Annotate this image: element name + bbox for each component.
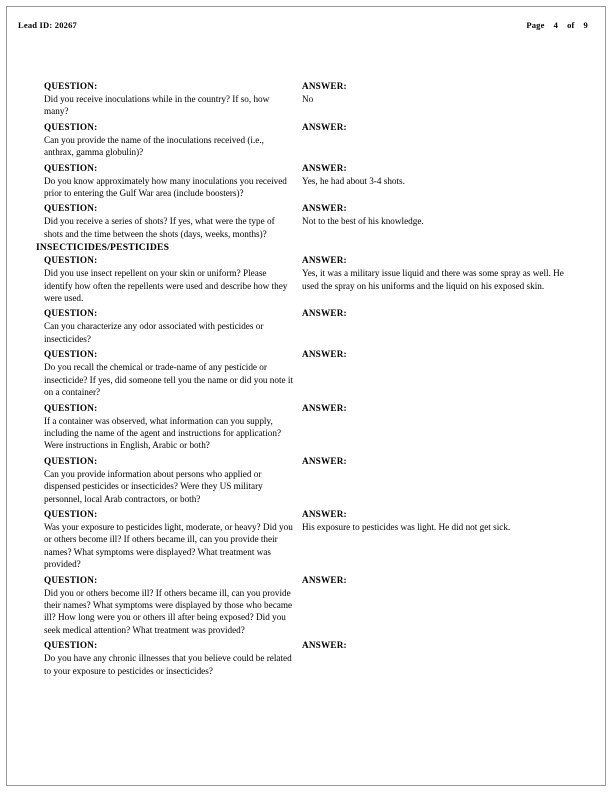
question-text: If a container was observed, what information can you supply, including the name of the agent and instructions for application? Were instructions in English, Arabic or both? (44, 415, 282, 451)
question-column (44, 202, 302, 240)
answer-label: ANSWER: (302, 255, 347, 266)
answer-label: ANSWER: (302, 203, 347, 214)
answer-label: ANSWER: (302, 455, 347, 466)
answer-label: ANSWER: (302, 640, 347, 651)
question-text: Was your exposure to pesticides light, moderate, or heavy? Did you or others become ill? If others became ill, can you provide their names? What symptoms were displayed? What treatment was provided? (44, 521, 293, 570)
qa-pair (44, 574, 574, 637)
question-text: Did you use insect repellent on your skin or uniform? Please identify how often the repellents were used and describe how they were used. (44, 268, 288, 304)
question-column (44, 508, 302, 571)
question-label: QUESTION: (44, 640, 98, 651)
page-of-word: of (567, 20, 575, 30)
answer-label: ANSWER: (302, 162, 347, 173)
qa-pair (44, 202, 574, 240)
question-column (44, 639, 302, 677)
lead-id: Lead ID: 20267 (18, 20, 77, 30)
question-label: QUESTION: (44, 203, 98, 214)
qa-pair (44, 639, 574, 677)
section-heading: INSECTICIDES/PESTICIDES (36, 242, 170, 254)
question-column (44, 307, 302, 345)
qa-pair (44, 80, 574, 118)
question-column (44, 254, 302, 304)
answer-label: ANSWER: (302, 349, 347, 360)
question-label: QUESTION: (44, 255, 98, 266)
question-text: Did you receive inoculations while in the country? If so, how many? (44, 94, 270, 117)
qa-pair (44, 455, 574, 505)
question-column (44, 574, 302, 637)
answer-label: ANSWER: (302, 508, 347, 519)
answer-label: ANSWER: (302, 308, 347, 319)
question-column (44, 455, 302, 505)
question-text: Can you characterize any odor associated with pesticides or insecticides? (44, 321, 264, 344)
qa-section (44, 254, 574, 677)
answer-column (302, 508, 574, 533)
answer-column (302, 348, 574, 361)
question-label: QUESTION: (44, 81, 98, 91)
answer-text: No (302, 94, 314, 104)
question-column (44, 402, 302, 452)
qa-pair (44, 307, 574, 345)
question-label: QUESTION: (44, 162, 98, 173)
page-number-group (526, 20, 594, 30)
document-body (36, 80, 574, 677)
question-text: Do you have any chronic illnesses that you believe could be related to your exposure to pesticides or insecticides? (44, 653, 292, 676)
answer-label: ANSWER: (302, 81, 347, 91)
question-label: QUESTION: (44, 121, 98, 132)
answer-column (302, 121, 574, 134)
question-label: QUESTION: (44, 574, 98, 585)
question-text: Can you provide information about persons who applied or dispensed pesticides or insecticides? Were they US military personnel, local Arab contractors, or both? (44, 468, 263, 504)
answer-column (302, 202, 574, 227)
qa-pair (44, 254, 574, 304)
answer-column (302, 162, 574, 187)
qa-pair (44, 508, 574, 571)
question-column (44, 121, 302, 159)
answer-text: Yes, it was a military issue liquid and there was some spray as well. He used the spray on his uniforms and the liquid on his exposed skin. (302, 268, 564, 291)
question-label: QUESTION: (44, 349, 98, 360)
question-column (44, 348, 302, 398)
answer-column (302, 402, 574, 415)
qa-pair (44, 162, 574, 200)
answer-column (302, 455, 574, 468)
page-total: 9 (583, 20, 588, 30)
qa-pair (44, 121, 574, 159)
page-current: 4 (553, 20, 559, 30)
question-label: QUESTION: (44, 508, 98, 519)
qa-section (44, 80, 574, 240)
answer-text: His exposure to pesticides was light. He did not get sick. (302, 521, 511, 532)
answer-column (302, 574, 574, 587)
answer-text: Yes, he had about 3-4 shots. (302, 175, 405, 186)
question-label: QUESTION: (44, 402, 98, 413)
answer-column (302, 639, 574, 652)
question-label: QUESTION: (44, 455, 98, 466)
answer-column (302, 254, 574, 292)
question-text: Can you provide the name of the inoculations received (i.e., anthrax, gamma globulin)? (44, 134, 264, 158)
page-header (18, 20, 594, 30)
answer-text: Not to the best of his knowledge. (302, 216, 424, 227)
question-text: Did you receive a series of shots? If yes, what were the type of shots and the time between the shots (days, weeks, months)? (44, 216, 275, 239)
qa-pair (44, 348, 574, 398)
answer-label: ANSWER: (302, 121, 347, 132)
question-column (44, 162, 302, 200)
answer-label: ANSWER: (302, 402, 347, 413)
answer-column (302, 80, 574, 105)
question-text: Did you or others become ill? If others became ill, can you provide their names? What symptoms were displayed by those who became ill? How long were you or others ill after being exposed? Did you seek medical attention? What treatment was provided? (44, 587, 293, 635)
question-text: Do you know approximately how many inoculations you received prior to entering the Gulf War area (include boosters)? (44, 175, 287, 199)
qa-pair (44, 402, 574, 452)
answer-label: ANSWER: (302, 574, 347, 585)
question-label: QUESTION: (44, 308, 98, 319)
question-column (44, 80, 302, 118)
question-text: Do you recall the chemical or trade-name of any pesticide or insecticide? If yes, did someone tell you the name or did you note it on a container? (44, 362, 294, 398)
page-word: Page (526, 20, 545, 30)
answer-column (302, 307, 574, 320)
